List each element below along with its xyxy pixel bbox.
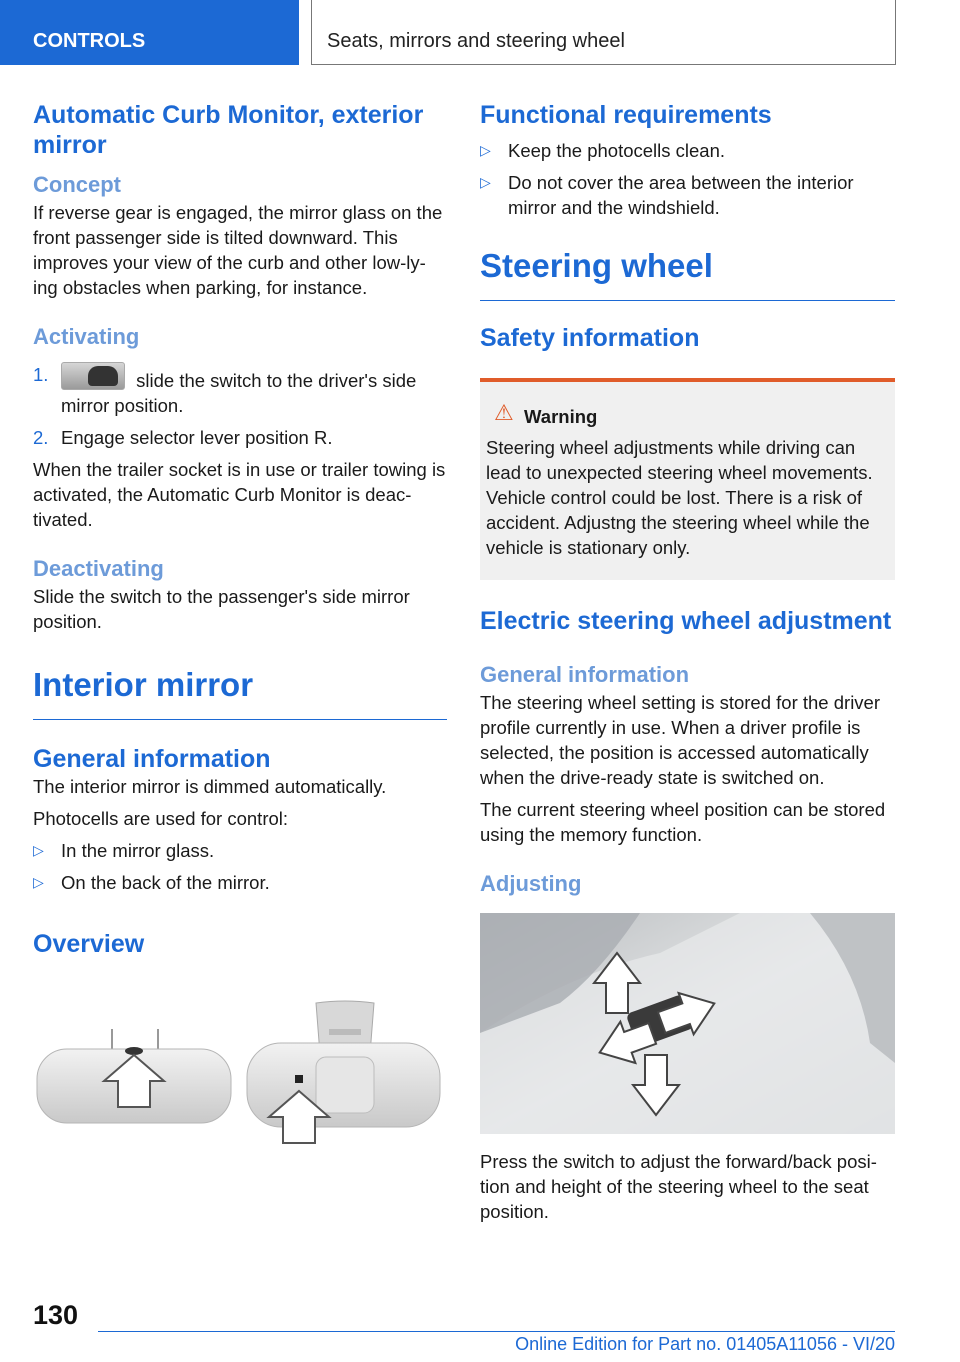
overview-heading: Overview: [33, 930, 145, 958]
mirror-back-view: [247, 1001, 440, 1143]
section-tab: CONTROLS: [0, 0, 299, 65]
electric-adjustment-heading: Electric steering wheel adjustment: [480, 607, 892, 635]
general-info-subheading: General information: [480, 662, 690, 687]
footer-divider: [98, 1331, 895, 1332]
general-info-text: The steering wheel setting is stored for the driver profile currently in use. When a driver profile is selected, the position is accessed automatically when the drive-ready state is switched on.: [480, 692, 880, 788]
bullet-text: In the mirror glass.: [61, 840, 215, 861]
left-column: [33, 100, 447, 1189]
photocells-text: Photocells are used for control:: [33, 808, 289, 829]
steering-switch-photo: [480, 913, 895, 1134]
warning-label: Warning: [524, 406, 598, 427]
activating-heading: Activating: [33, 324, 140, 349]
adjust-text: Press the switch to adjust the forward/back posi-tion and height of the steering wheel to the seat position.: [480, 1151, 877, 1222]
concept-text: If reverse gear is engaged, the mirror glass on the front passenger side is tilted downward. This improves your view of the curb and other low-ly-ing obstacles when parking, for instance.: [33, 202, 443, 298]
memory-text: The current steering wheel position can be stored using the memory function.: [480, 799, 886, 845]
bullet-text: On the back of the mirror.: [61, 872, 270, 893]
page-number: 130: [33, 1300, 79, 1330]
warning-box: [480, 378, 895, 580]
bullet-triangle-icon: ▷: [33, 874, 44, 890]
safety-info-heading: Safety information: [480, 324, 700, 352]
warning-text: Steering wheel adjustments while driving can lead to unexpected steering wheel movements. Vehicle control could be lost. There is a risk of accident. Adjustng the steering wheel while the vehicle is stationary only.: [486, 437, 873, 558]
bullet-text: Keep the photocells clean.: [508, 140, 726, 161]
step-number: 1.: [33, 364, 49, 385]
bullet-text: Do not cover the area between the interior mirror and the windshield.: [508, 172, 854, 218]
curb-monitor-title: Automatic Curb Monitor, exterior mirror: [33, 101, 424, 159]
step-text: slide the switch to the driver's side mirror position.: [61, 370, 417, 416]
list-item: [33, 362, 447, 418]
concept-heading: Concept: [33, 172, 121, 197]
mirror-switch-icon: [61, 362, 125, 390]
step-number: 2.: [33, 427, 49, 448]
list-item: [480, 170, 895, 220]
adjusting-heading: Adjusting: [480, 871, 582, 896]
bullet-triangle-icon: ▷: [33, 842, 44, 858]
interior-mirror-illustration: [33, 999, 447, 1189]
list-item: [480, 138, 895, 163]
warning-triangle-icon: ⚠: [494, 400, 514, 425]
warning-title: [486, 400, 887, 429]
general-text: The interior mirror is dimmed automatically.: [33, 776, 387, 797]
trailer-text: When the trailer socket is in use or trailer towing is activated, the Automatic Curb Monitor is deac-tivated.: [33, 459, 446, 530]
bullet-triangle-icon: ▷: [480, 174, 491, 190]
mirror-front-view: [37, 1029, 231, 1123]
step-text: Engage selector lever position R.: [61, 427, 333, 448]
right-column: [480, 100, 895, 1224]
list-item: [33, 838, 447, 863]
functional-requirements-heading: Functional requirements: [480, 101, 772, 129]
interior-mirror-title: Interior mirror: [33, 665, 447, 720]
chapter-title: Seats, mirrors and steering wheel: [311, 0, 896, 65]
bullet-triangle-icon: ▷: [480, 142, 491, 158]
list-item: [33, 425, 447, 450]
steering-wheel-title: Steering wheel: [480, 246, 895, 301]
general-info-heading: General information: [33, 745, 271, 773]
list-item: [33, 870, 447, 895]
deactivating-heading: Deactivating: [33, 556, 164, 581]
deactivating-text: Slide the switch to the passenger's side mirror position.: [33, 586, 410, 632]
footer-edition: Online Edition for Part no. 01405A11056 - VI/20: [515, 1334, 895, 1354]
